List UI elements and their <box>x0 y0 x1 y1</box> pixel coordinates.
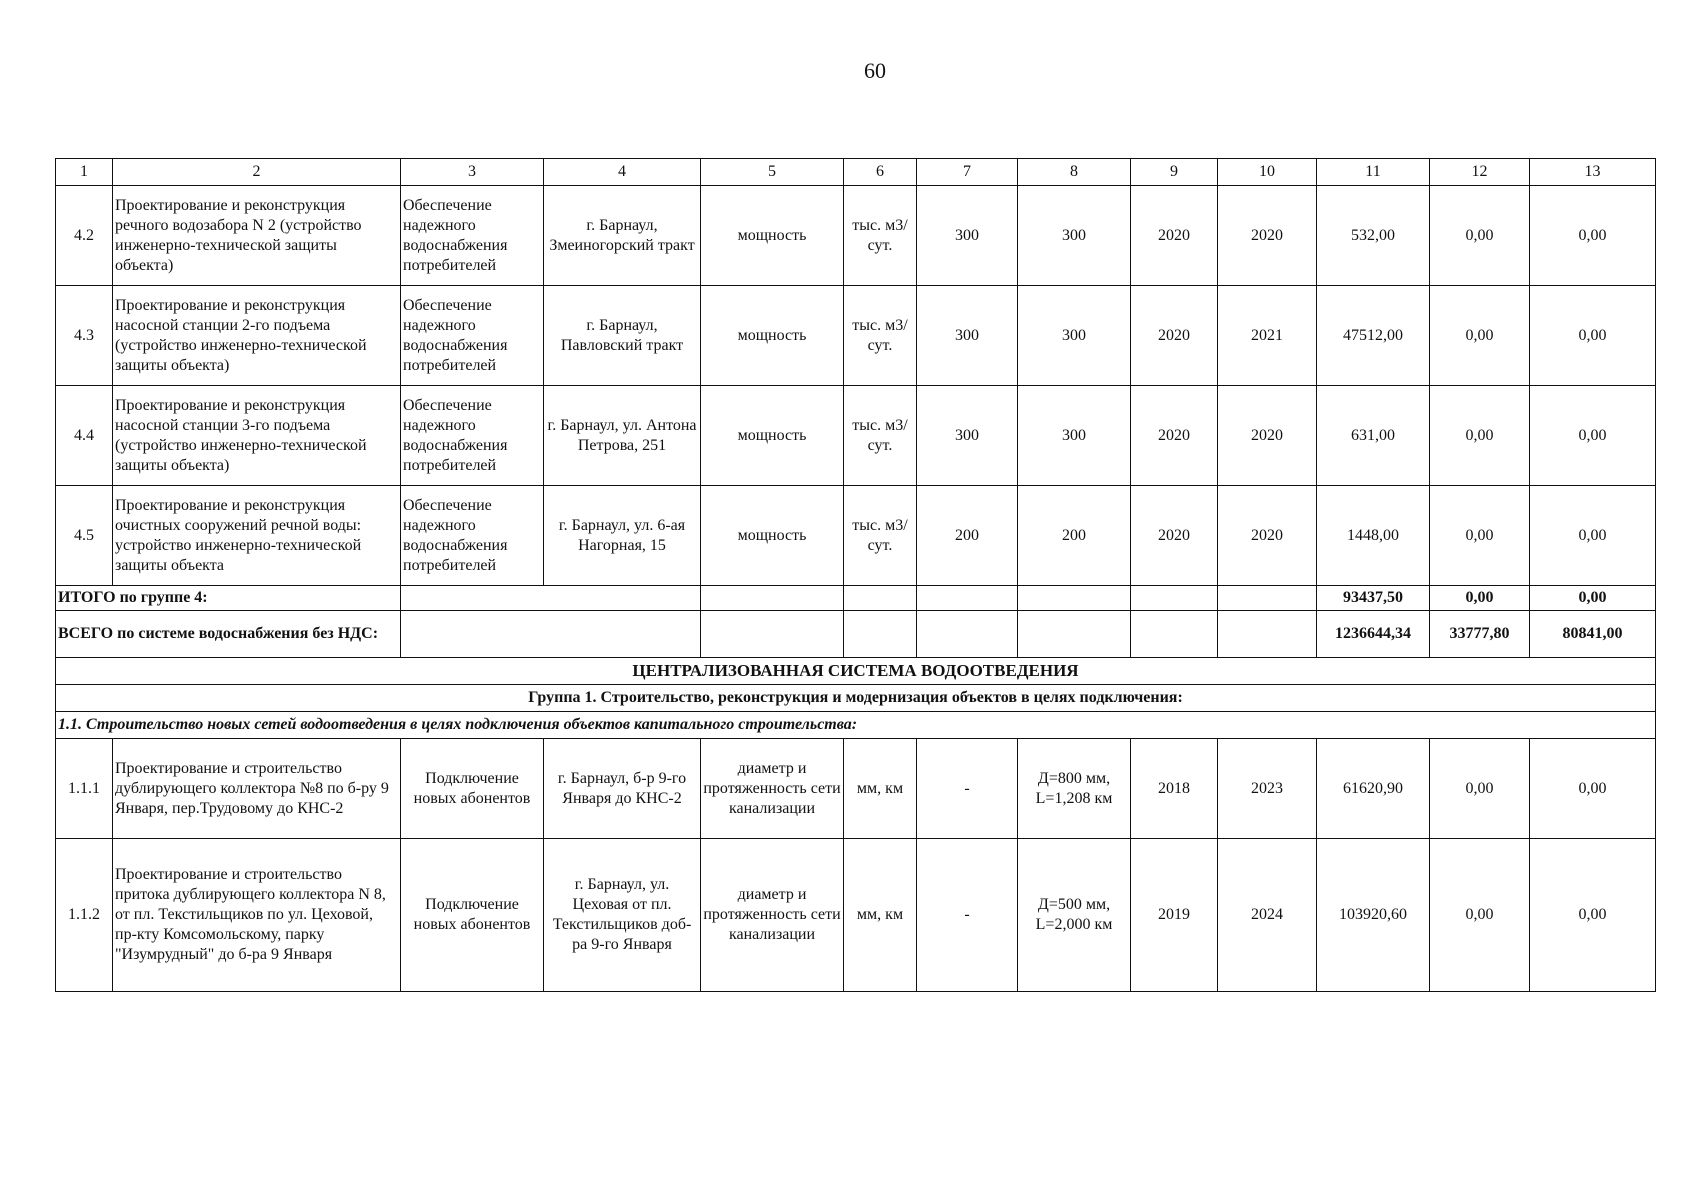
col-header: 11 <box>1317 159 1430 186</box>
cost: 1448,00 <box>1317 486 1430 586</box>
end-year: 2023 <box>1218 739 1317 839</box>
cost: 61620,90 <box>1317 739 1430 839</box>
parameter: диаметр и протяженность сети канализации <box>701 839 844 992</box>
col-header: 12 <box>1430 159 1530 186</box>
start-year: 2020 <box>1131 286 1218 386</box>
cost-col13: 0,00 <box>1530 739 1656 839</box>
table-row <box>56 386 1656 486</box>
parameter: мощность <box>701 386 844 486</box>
location: г. Барнаул, ул. Цеховая от пл. Текстильщиков доб-ра 9-го Января <box>544 839 701 992</box>
row-number: 4.3 <box>56 286 113 386</box>
value-after: 300 <box>1018 386 1131 486</box>
investment-program-table <box>55 158 1656 992</box>
value-before: 200 <box>917 486 1018 586</box>
value-after: 300 <box>1018 286 1131 386</box>
cost-col12: 0,00 <box>1430 839 1530 992</box>
purpose: Обеспечение надежного водоснабжения потребителей <box>401 386 544 486</box>
col-header: 8 <box>1018 159 1131 186</box>
start-year: 2019 <box>1131 839 1218 992</box>
page-number: 60 <box>864 58 886 83</box>
end-year: 2020 <box>1218 386 1317 486</box>
col-header: 3 <box>401 159 544 186</box>
cost-col13: 0,00 <box>1530 486 1656 586</box>
value-after: Д=500 мм, L=2,000 км <box>1018 839 1131 992</box>
location: г. Барнаул, Змеиногорский тракт <box>544 186 701 286</box>
parameter: диаметр и протяженность сети канализации <box>701 739 844 839</box>
parameter: мощность <box>701 286 844 386</box>
value-before: 300 <box>917 386 1018 486</box>
object-name: Проектирование и строительство притока дублирующего коллектора N 8, от пл. Текстильщиков по ул. Цеховой, пр-кту Комсомольскому, парку "Изумрудный" до б-ра 9 Января <box>113 839 401 992</box>
start-year: 2018 <box>1131 739 1218 839</box>
start-year: 2020 <box>1131 186 1218 286</box>
cost: 103920,60 <box>1317 839 1430 992</box>
grand-total-col12: 33777,80 <box>1430 611 1530 658</box>
table-row <box>56 486 1656 586</box>
cost-col13: 0,00 <box>1530 186 1656 286</box>
location: г. Барнаул, б-р 9-го Января до КНС-2 <box>544 739 701 839</box>
cost-col13: 0,00 <box>1530 286 1656 386</box>
parameter: мощность <box>701 486 844 586</box>
table-row <box>56 839 1656 992</box>
col-header: 9 <box>1131 159 1218 186</box>
object-name: Проектирование и реконструкция насосной станции 3-го подъема (устройство инженерно-технической защиты объекта) <box>113 386 401 486</box>
value-before: 300 <box>917 186 1018 286</box>
group-total-row <box>56 586 1656 611</box>
unit: тыс. м3/сут. <box>844 486 917 586</box>
cost-col12: 0,00 <box>1430 386 1530 486</box>
unit: мм, км <box>844 839 917 992</box>
value-before: - <box>917 739 1018 839</box>
row-number: 1.1.1 <box>56 739 113 839</box>
end-year: 2024 <box>1218 839 1317 992</box>
cost: 47512,00 <box>1317 286 1430 386</box>
location: г. Барнаул, ул. Антона Петрова, 251 <box>544 386 701 486</box>
end-year: 2021 <box>1218 286 1317 386</box>
purpose: Обеспечение надежного водоснабжения потребителей <box>401 286 544 386</box>
purpose: Подключение новых абонентов <box>401 739 544 839</box>
object-name: Проектирование и реконструкция очистных сооружений речной воды: устройство инженерно-технической защиты объекта <box>113 486 401 586</box>
grand-total-col13: 80841,00 <box>1530 611 1656 658</box>
col-header: 10 <box>1218 159 1317 186</box>
group-total-label: ИТОГО по группе 4: <box>56 586 401 611</box>
cost-col13: 0,00 <box>1530 386 1656 486</box>
row-number: 4.2 <box>56 186 113 286</box>
section-title: ЦЕНТРАЛИЗОВАННАЯ СИСТЕМА ВОДООТВЕДЕНИЯ <box>56 658 1656 685</box>
cost-col12: 0,00 <box>1430 286 1530 386</box>
cost: 631,00 <box>1317 386 1430 486</box>
value-after: 300 <box>1018 186 1131 286</box>
end-year: 2020 <box>1218 486 1317 586</box>
table-row <box>56 286 1656 386</box>
group-total-cost: 93437,50 <box>1317 586 1430 611</box>
cost-col12: 0,00 <box>1430 739 1530 839</box>
object-name: Проектирование и реконструкция насосной станции 2-го подъема (устройство инженерно-технической защиты объекта) <box>113 286 401 386</box>
table-row <box>56 739 1656 839</box>
value-before: - <box>917 839 1018 992</box>
row-number: 4.5 <box>56 486 113 586</box>
group-title-row <box>56 685 1656 712</box>
col-header: 2 <box>113 159 401 186</box>
purpose: Подключение новых абонентов <box>401 839 544 992</box>
col-header: 1 <box>56 159 113 186</box>
row-number: 1.1.2 <box>56 839 113 992</box>
cost-col13: 0,00 <box>1530 839 1656 992</box>
col-header: 7 <box>917 159 1018 186</box>
parameter: мощность <box>701 186 844 286</box>
value-before: 300 <box>917 286 1018 386</box>
unit: мм, км <box>844 739 917 839</box>
group-title: Группа 1. Строительство, реконструкция и модернизация объектов в целях подключения: <box>56 685 1656 712</box>
cost-col12: 0,00 <box>1430 186 1530 286</box>
row-number: 4.4 <box>56 386 113 486</box>
unit: тыс. м3/сут. <box>844 286 917 386</box>
col-header: 5 <box>701 159 844 186</box>
group-total-col13: 0,00 <box>1530 586 1656 611</box>
purpose: Обеспечение надежного водоснабжения потребителей <box>401 486 544 586</box>
start-year: 2020 <box>1131 386 1218 486</box>
grand-total-cost: 1236644,34 <box>1317 611 1430 658</box>
cost: 532,00 <box>1317 186 1430 286</box>
cost-col12: 0,00 <box>1430 486 1530 586</box>
grand-total-label: ВСЕГО по системе водоснабжения без НДС: <box>56 611 401 658</box>
purpose: Обеспечение надежного водоснабжения потребителей <box>401 186 544 286</box>
value-after: Д=800 мм, L=1,208 км <box>1018 739 1131 839</box>
subgroup-title: 1.1. Строительство новых сетей водоотведения в целях подключения объектов капитального строительства: <box>56 712 1656 739</box>
location: г. Барнаул, Павловский тракт <box>544 286 701 386</box>
value-after: 200 <box>1018 486 1131 586</box>
col-header: 6 <box>844 159 917 186</box>
section-title-row <box>56 658 1656 685</box>
col-header: 13 <box>1530 159 1656 186</box>
table-row <box>56 186 1656 286</box>
location: г. Барнаул, ул. 6-ая Нагорная, 15 <box>544 486 701 586</box>
column-number-row <box>56 159 1656 186</box>
start-year: 2020 <box>1131 486 1218 586</box>
grand-total-row <box>56 611 1656 658</box>
group-total-col12: 0,00 <box>1430 586 1530 611</box>
subgroup-title-row <box>56 712 1656 739</box>
object-name: Проектирование и строительство дублирующего коллектора №8 по б-ру 9 Января, пер.Трудовому до КНС-2 <box>113 739 401 839</box>
unit: тыс. м3/сут. <box>844 386 917 486</box>
col-header: 4 <box>544 159 701 186</box>
unit: тыс. м3/сут. <box>844 186 917 286</box>
object-name: Проектирование и реконструкция речного водозабора N 2 (устройство инженерно-технической защиты объекта) <box>113 186 401 286</box>
end-year: 2020 <box>1218 186 1317 286</box>
